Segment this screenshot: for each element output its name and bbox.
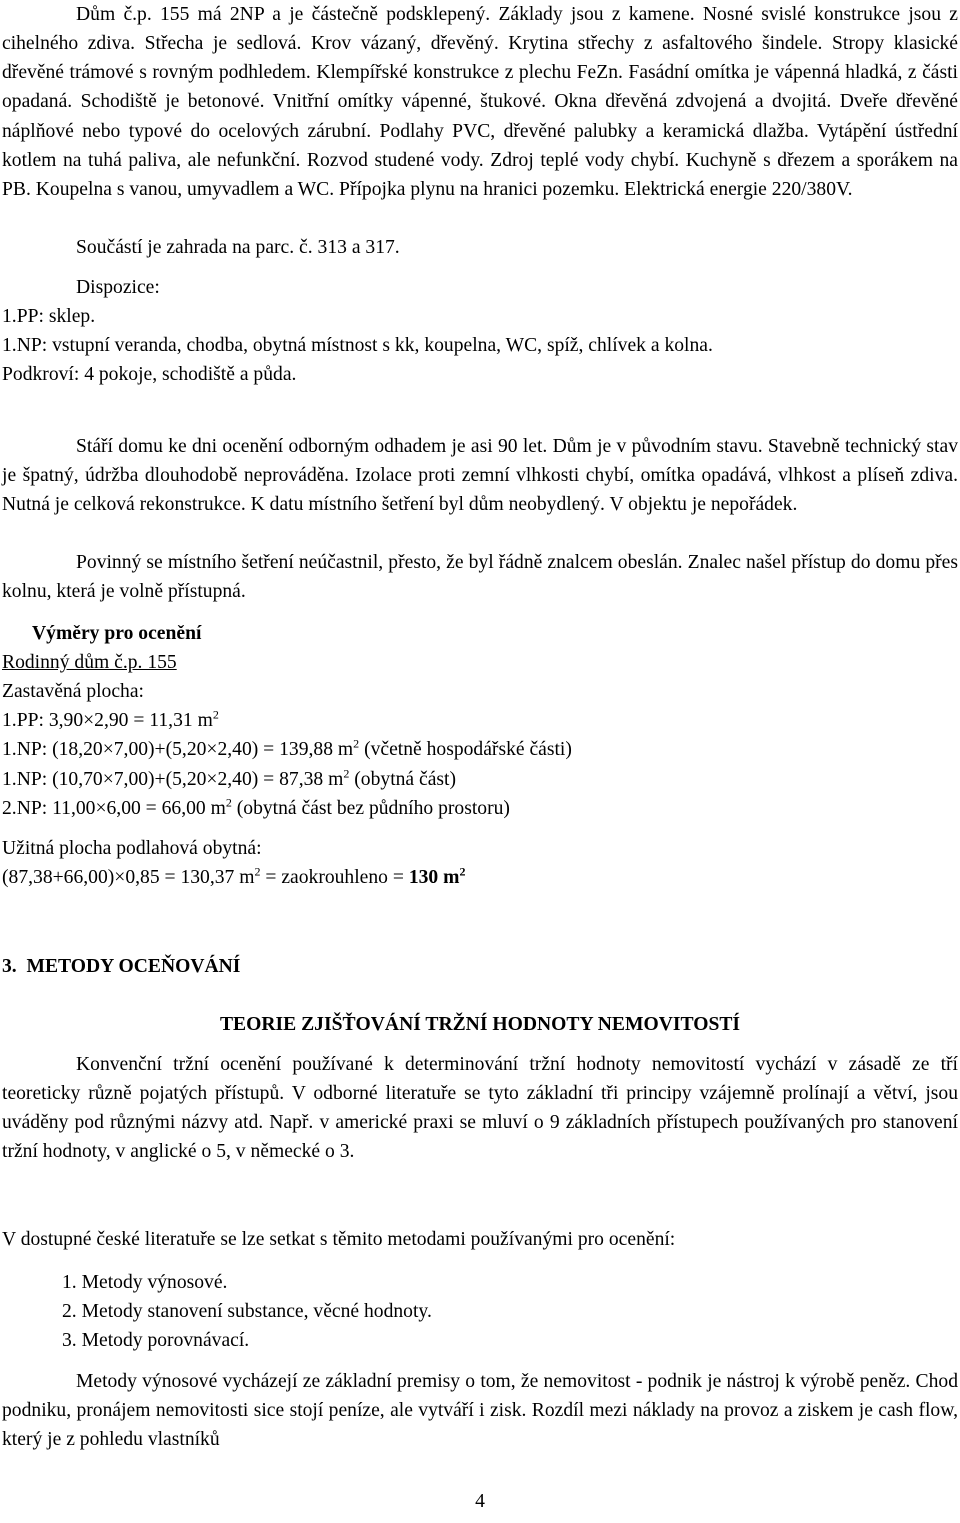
building-name: Rodinný dům č.p. 155 bbox=[2, 652, 177, 673]
usable-area-label: Užitná plocha podlahová obytná: bbox=[2, 838, 262, 859]
usable-area-block bbox=[2, 834, 958, 892]
dispozice-item: 1.PP: sklep. bbox=[2, 306, 96, 327]
method-item: 3. Metody porovnávací. bbox=[62, 1330, 250, 1352]
usable-area-calculation: (87,38+66,00)×0,85 = 130,37 $m^2$ = zaokrouhleno = 130 $m^2$ bbox=[2, 864, 466, 889]
building-description: Dům č.p. 155 má 2NP a je částečně podsklepený. Základy jsou z kamene. Nosné svislé konstrukce jsou z cihelného zdiva. Střecha je sedlová. Krov vázaný, dřevěný. Krytina střechy z asfaltového šindele. Stropy klasické dřevěné trámové s rovným podhledem. Klempířské konstrukce z plechu FeZn. Fasádní omítka je vápenná hladká, z části opadaná. Schodiště je betonové. Vnitřní omítky vápenné, štukové. Okna dřevěná zdvojená a dvojitá. Dveře dřevěné náplňové nebo typové do ocelových zárubní. Podlahy PVC, dřevěné palubky a keramická dlažba. Vytápění ústřední kotlem na tuhá paliva, ale nefunkční. Rozvod studené vody. Zdroj teplé vody chybí. Kuchyně s dřezem a sporákem na PB. Koupelna s vanou, umyvadlem a WC. Přípojka plynu na hranici pozemku. Elektrická energie 220/380V. bbox=[2, 4, 958, 200]
areas-block bbox=[2, 648, 958, 823]
garden-note: Součástí je zahrada na parc. č. 313 a 317. bbox=[76, 237, 400, 258]
building-state-paragraph: Stáří domu ke dni ocenění odborným odhadem je asi 90 let. Dům je v původním stavu. Stavebně technický stav je špatný, údržba dlouhodobě neprováděna. Izolace proti zemní vlhkosti chybí, omítka opadává, vlhkost a plíseň zdiva. Nutná je celková rekonstrukce. K datu místního šetření byl dům neobydlený. V objektu je nepořádek. bbox=[2, 436, 958, 516]
section-heading: 3. METODY OCEŇOVÁNÍ bbox=[2, 956, 241, 977]
theory-paragraph: Konvenční tržní ocenění používané k determinování tržní hodnoty nemovitostí vychází v zásadě ze tří teoreticky různě pojatých přístupů. V odborné literatuře se tyto základní tři principy vzájemně prolínají a větví, jsou uváděny pod různými názvy atd. Např. v americké praxi se mluví o 9 základních přístupech používaných pro stanovení tržní hodnoty, v anglické o 5, v německé o 3. bbox=[2, 1054, 958, 1163]
dispozice-item: 1.NP: vstupní veranda, chodba, obytná místnost s kk, koupelna, WC, spíž, chlívek a kolna. bbox=[2, 335, 713, 357]
methods-intro: V dostupné české literatuře se lze setkat s těmito metodami používanými pro ocenění: bbox=[2, 1229, 676, 1250]
dispozice-heading: Dispozice: bbox=[76, 277, 160, 298]
owner-absence-paragraph: Povinný se místního šetření neúčastnil, přesto, že byl řádně znalcem obeslán. Znalec našel přístup do domu přes kolnu, která je volně přístupná. bbox=[2, 552, 958, 603]
theory-heading: TEORIE ZJIŠŤOVÁNÍ TRŽNÍ HODNOTY NEMOVITOSTÍ bbox=[219, 1014, 741, 1035]
built-area-label: Zastavěná plocha: bbox=[2, 681, 144, 703]
built-area-row: 2.NP: 11,00×6,00 = 66,00 $m^2$ (obytná část bez půdního prostoru) bbox=[2, 795, 510, 819]
dispozice-list bbox=[2, 302, 958, 389]
method-item: 2. Metody stanovení substance, věcné hodnoty. bbox=[62, 1301, 432, 1323]
income-methods-paragraph: Metody výnosové vycházejí ze základní premisy o tom, že nemovitost - podnik je nástroj k výrobě peněz. Chod podniku, pronájem nemovitosti sice stojí peníze, ale vytváří i zisk. Rozdíl mezi náklady na provoz a ziskem je cash flow, který je z pohledu vlastníků bbox=[2, 1371, 958, 1451]
method-item: 1. Metody výnosové. bbox=[62, 1272, 228, 1293]
built-area-row: 1.NP: (10,70×7,00)+(5,20×2,40) = 87,38 $m^2$ (obytná část) bbox=[2, 766, 457, 790]
built-area-row: 1.NP: (18,20×7,00)+(5,20×2,40) = 139,88 $m^2$ (včetně hospodářské části) bbox=[2, 736, 572, 761]
dispozice-item: Podkroví: 4 pokoje, schodiště a půda. bbox=[2, 364, 297, 386]
vymery-heading: Výměry pro ocenění bbox=[32, 623, 202, 644]
methods-list bbox=[62, 1268, 958, 1355]
built-area-row: 1.PP: 3,90×2,90 = 11,31 $m^2$ bbox=[2, 707, 219, 732]
page-number: 4 bbox=[475, 1491, 485, 1512]
usable-area-result: 130 m bbox=[408, 867, 460, 889]
